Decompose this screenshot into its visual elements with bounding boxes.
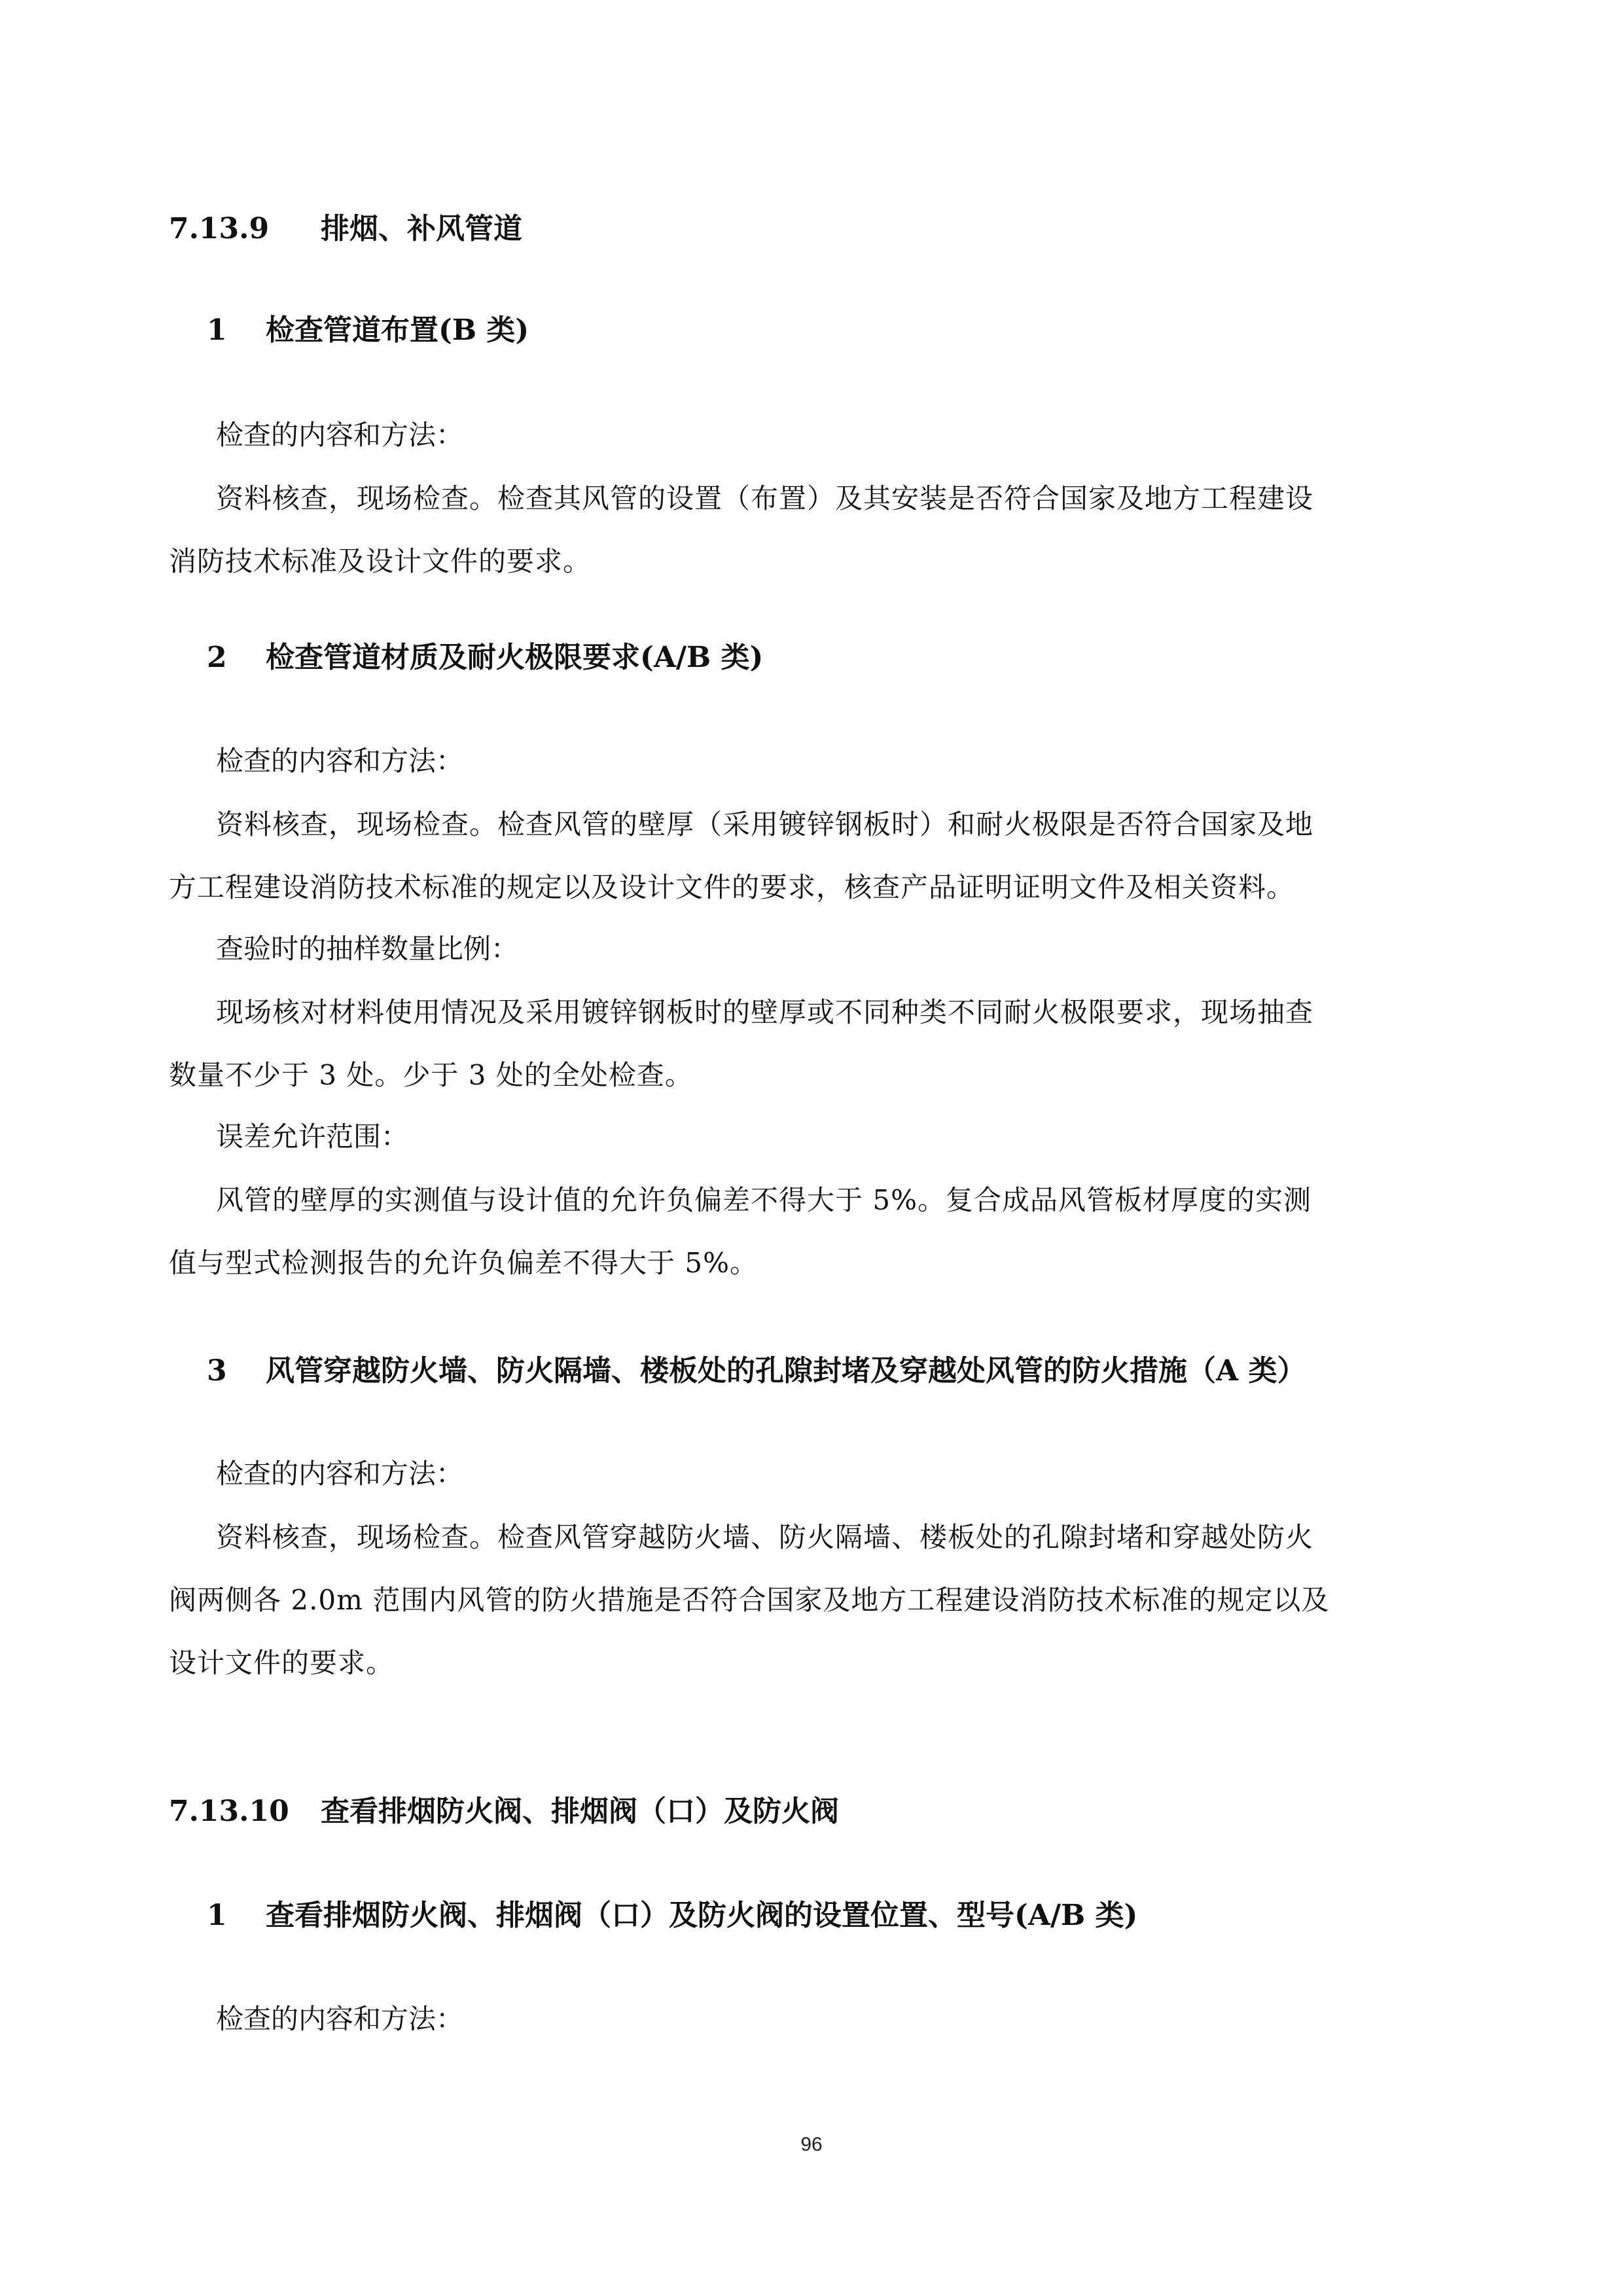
item-heading-3	[207, 1352, 1306, 1391]
content-label: 检查的内容和方法：	[216, 1458, 464, 1490]
paragraph-line: 值与型式检测报告的允许负偏差不得大于 5%。	[169, 1247, 758, 1279]
item-title: 检查管道材质及耐火极限要求(A/B 类)	[266, 641, 764, 674]
paragraph-line: 资料核查，现场检查。检查风管的壁厚（采用镀锌钢板时）和耐火极限是否符合国家及地	[216, 808, 1314, 840]
item-heading-1	[207, 1896, 1137, 1935]
item-number: 1	[207, 1899, 227, 1932]
sampling-paragraph	[169, 981, 1471, 1107]
paragraph-line: 方工程建设消防技术标准的规定以及设计文件的要求，核查产品证明证明文件及相关资料。	[169, 871, 1295, 903]
tolerance-paragraph	[169, 1169, 1471, 1295]
paragraph-line: 消防技术标准及设计文件的要求。	[169, 545, 592, 577]
paragraph-line: 现场核对材料使用情况及采用镀锌钢板时的壁厚或不同种类不同耐火极限要求，现场抽查	[216, 996, 1314, 1028]
content-paragraph	[169, 1506, 1471, 1695]
paragraph-line: 阀两侧各 2.0m 范围内风管的防火措施是否符合国家及地方工程建设消防技术标准的规定以及	[169, 1584, 1330, 1616]
item-title: 查看排烟防火阀、排烟阀（口）及防火阀的设置位置、型号(A/B 类)	[266, 1899, 1138, 1932]
section-title: 排烟、补风管道	[321, 212, 522, 245]
section-heading-7-13-10	[169, 1792, 839, 1831]
item-number: 1	[207, 314, 227, 347]
page-number: 96	[800, 2134, 823, 2155]
paragraph-line: 资料核查，现场检查。检查其风管的设置（布置）及其安装是否符合国家及地方工程建设	[216, 482, 1314, 514]
section-heading-7-13-9	[169, 209, 522, 249]
content-label: 检查的内容和方法：	[216, 745, 464, 777]
paragraph-line: 数量不少于 3 处。少于 3 处的全处检查。	[169, 1059, 693, 1091]
section-number: 7.13.9	[169, 212, 270, 245]
section-title: 查看排烟防火阀、排烟阀（口）及防火阀	[321, 1795, 839, 1828]
section-number: 7.13.10	[169, 1795, 289, 1828]
item-heading-2	[207, 638, 763, 677]
content-label: 检查的内容和方法：	[216, 419, 464, 451]
tolerance-label: 误差允许范围：	[216, 1121, 409, 1153]
item-heading-1	[207, 311, 529, 350]
item-title: 检查管道布置(B 类)	[266, 314, 529, 347]
paragraph-line: 设计文件的要求。	[169, 1647, 395, 1679]
content-paragraph	[169, 467, 1471, 593]
item-number: 3	[207, 1354, 227, 1388]
content-label: 检查的内容和方法：	[216, 2003, 464, 2035]
paragraph-line: 资料核查，现场检查。检查风管穿越防火墙、防火隔墙、楼板处的孔隙封堵和穿越处防火	[216, 1521, 1314, 1553]
item-title: 风管穿越防火墙、防火隔墙、楼板处的孔隙封堵及穿越处风管的防火措施（A 类）	[266, 1354, 1306, 1388]
item-number: 2	[207, 641, 227, 674]
paragraph-line: 风管的壁厚的实测值与设计值的允许负偏差不得大于 5%。复合成品风管板材厚度的实测	[216, 1184, 1311, 1216]
content-paragraph	[169, 793, 1471, 919]
sampling-label: 查验时的抽样数量比例：	[216, 933, 519, 965]
